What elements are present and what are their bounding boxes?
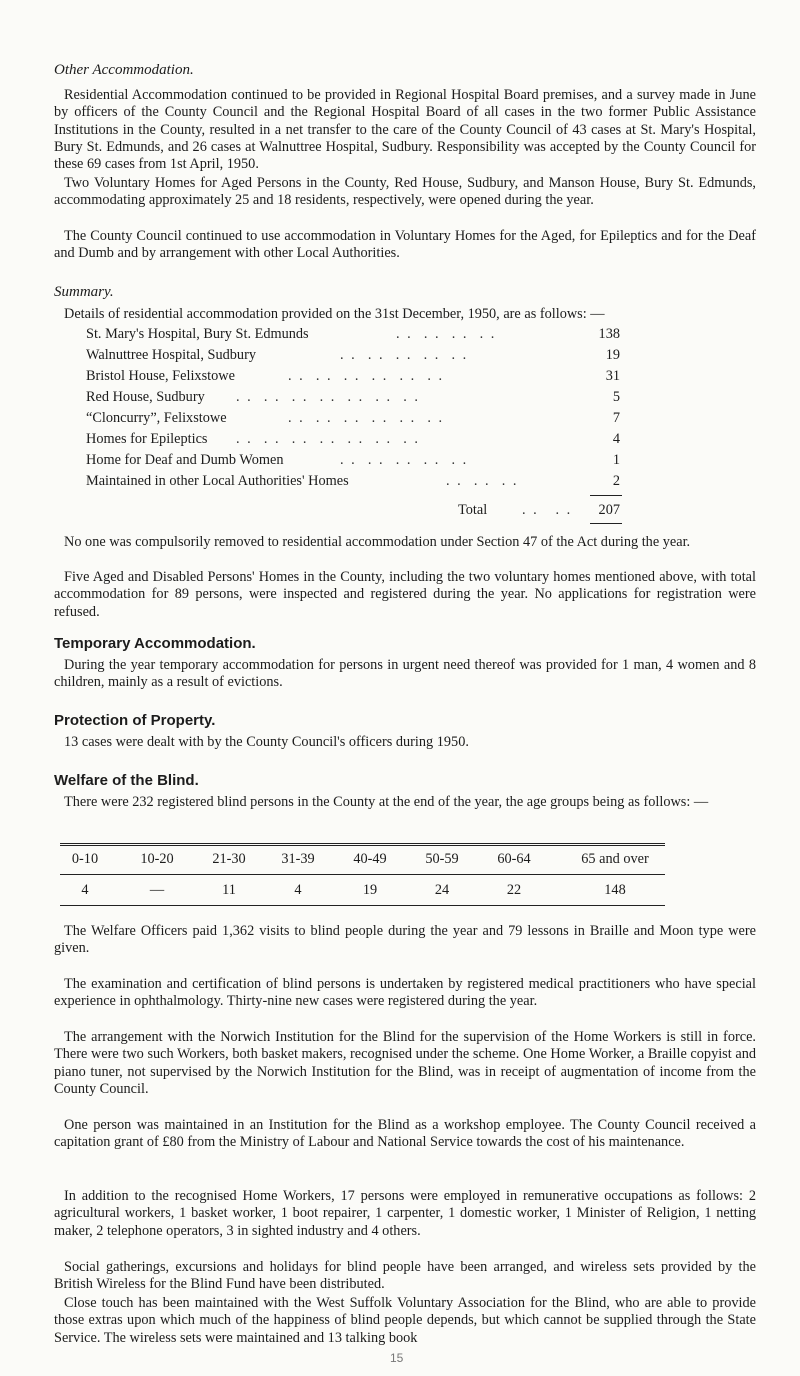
summary-row — [86, 450, 620, 470]
paragraph: Residential Accommodation continued to be provided in Regional Hospital Board premises, and a survey made in June by officers of the County Council and the Regional Hospital Board of all cases in the two former Public Assistance Institutions in the County, resulted in a net transfer to the care of the County Council of 43 cases at St. Mary's Hospital, Bury St. Edmunds, and 26 cases at Walnuttree Hospital, Sudbury. Responsibility was accepted by the County Council for these 69 cases from 1st April, 1950. — [54, 87, 756, 173]
paragraph: The examination and certification of blind persons is undertaken by registered medical practitioners who have special experience in ophthalmology. Thirty-nine new cases were registered during the year. — [54, 976, 756, 1010]
age-group-count: — — [149, 882, 165, 898]
summary-row-value: 1 — [612, 452, 620, 468]
summary-row-label: Red House, Sudbury — [86, 389, 205, 405]
summary-row-value: 138 — [598, 326, 620, 342]
summary-row — [86, 429, 620, 449]
summary-total-row — [86, 500, 620, 520]
summary-row — [86, 345, 620, 365]
leader-dots: . . . . . . . . — [396, 326, 497, 342]
leader-dots: . . . . . . . . . . . . — [288, 368, 445, 384]
summary-row-value: 7 — [612, 410, 620, 426]
paragraph: The Welfare Officers paid 1,362 visits to blind people during the year and 79 lessons in Braille and Moon type were given. — [54, 923, 756, 957]
summary-row-label: Walnuttree Hospital, Sudbury — [86, 347, 256, 363]
section-heading-welfare-of-the-blind: Welfare of the Blind. — [54, 772, 199, 789]
paragraph: 13 cases were dealt with by the County Council's officers during 1950. — [64, 734, 469, 750]
table-header-rule — [60, 874, 665, 875]
summary-intro: Details of residential accommodation provided on the 31st December, 1950, are as follows: — — [64, 306, 605, 322]
summary-row-label: Maintained in other Local Authorities' Homes — [86, 473, 349, 489]
age-group-count: 4 — [81, 882, 89, 898]
age-group-count: 24 — [434, 882, 450, 898]
leader-dots: . . . . . . . . . . — [340, 347, 469, 363]
leader-dots: . . . . . . . . . . — [340, 452, 469, 468]
leader-dots: . . . . . . . . . . . . . . — [236, 389, 420, 405]
section-heading-other-accommodation: Other Accommodation. — [54, 62, 194, 78]
age-group-count: 148 — [604, 882, 626, 898]
subtotal-rule — [590, 495, 622, 496]
paragraph: Social gatherings, excursions and holidays for blind people have been arranged, and wireless sets provided by the British Wireless for the Blind Fund have been distributed. — [54, 1259, 756, 1293]
leader-dots: . . . . — [522, 502, 573, 518]
age-group-count: 19 — [362, 882, 378, 898]
summary-row-label: St. Mary's Hospital, Bury St. Edmunds — [86, 326, 309, 342]
summary-row — [86, 324, 620, 344]
table-top-rule — [60, 843, 665, 844]
paragraph: Five Aged and Disabled Persons' Homes in the County, including the two voluntary homes mentioned above, with total accommodation for 89 persons, were inspected and registered during the year. No applications for registration were refused. — [54, 569, 756, 620]
paragraph: During the year temporary accommodation for persons in urgent need thereof was provided for 1 man, 4 women and 8 children, mainly as a result of evictions. — [54, 657, 756, 691]
table-top-rule — [60, 845, 665, 846]
leader-dots: . . . . . . — [446, 473, 519, 489]
age-group-header: 21-30 — [212, 851, 246, 867]
section-heading-summary: Summary. — [54, 284, 114, 300]
page-number: 15 — [390, 1351, 404, 1365]
summary-row-value: 2 — [612, 473, 620, 489]
summary-row — [86, 366, 620, 386]
age-group-count: 11 — [222, 882, 236, 898]
age-group-header: 31-39 — [281, 851, 315, 867]
section-heading-protection-of-property: Protection of Property. — [54, 712, 216, 729]
age-group-count: 22 — [506, 882, 522, 898]
summary-row-label: “Cloncurry”, Felixstowe — [86, 410, 227, 426]
age-group-header: 50-59 — [425, 851, 459, 867]
summary-row-value: 4 — [612, 431, 620, 447]
age-group-header: 10-20 — [140, 851, 174, 867]
section-heading-temporary-accommodation: Temporary Accommodation. — [54, 635, 256, 652]
leader-dots: . . . . . . . . . . . . . . — [236, 431, 420, 447]
paragraph: In addition to the recognised Home Workers, 17 persons were employed in remunerative occupations as follows: 2 agricultural workers, 1 basket worker, 1 boot repairer, 1 carpenter, 1 domestic worker, 1 Minister of Religion, 1 netting maker, 2 telephone operators, 3 in sighted industry and 4 others. — [54, 1188, 756, 1239]
total-rule — [590, 523, 622, 524]
summary-total-label: Total — [458, 502, 488, 518]
paragraph: No one was compulsorily removed to residential accommodation under Section 47 of the Act during the year. — [64, 534, 691, 550]
age-group-header: 0-10 — [71, 851, 99, 867]
paragraph: One person was maintained in an Institution for the Blind as a workshop employee. The County Council received a capitation grant of £80 from the Ministry of Labour and National Service towards the cost of his maintenance. — [54, 1117, 756, 1151]
summary-row-value: 19 — [605, 347, 620, 363]
leader-dots: . . . . . . . . . . . . — [288, 410, 445, 426]
paragraph: Two Voluntary Homes for Aged Persons in the County, Red House, Sudbury, and Manson House, Bury St. Edmunds, accommodating approximately 25 and 18 residents, respectively, were opened during the year. — [54, 175, 756, 209]
summary-row-label: Homes for Epileptics — [86, 431, 208, 447]
summary-row-label: Bristol House, Felixstowe — [86, 368, 235, 384]
summary-row-value: 5 — [612, 389, 620, 405]
summary-row-label: Home for Deaf and Dumb Women — [86, 452, 284, 468]
summary-row-value: 31 — [605, 368, 620, 384]
summary-row — [86, 408, 620, 428]
paragraph: There were 232 registered blind persons in the County at the end of the year, the age groups being as follows: — — [64, 794, 709, 810]
paragraph: Close touch has been maintained with the West Suffolk Voluntary Association for the Blind, who are able to provide those extras upon which much of the happiness of blind people depends, but which cannot be supplied through the State Service. The wireless sets were maintained and 13 talking book — [54, 1295, 756, 1346]
table-bottom-rule — [60, 905, 665, 906]
age-group-header: 60-64 — [497, 851, 531, 867]
age-group-header: 65 and over — [581, 851, 649, 867]
age-group-header: 40-49 — [353, 851, 387, 867]
summary-row — [86, 471, 620, 491]
paragraph: The County Council continued to use accommodation in Voluntary Homes for the Aged, for Epileptics and for the Deaf and Dumb and by arrangement with other Local Authorities. — [54, 228, 756, 262]
summary-total-value: 207 — [598, 502, 620, 518]
paragraph: The arrangement with the Norwich Institution for the Blind for the supervision of the Home Workers is still in force. There were two such Workers, both basket makers, recognised under the scheme. One Home Worker, a Braille copyist and piano tuner, not supervised by the Norwich Institution for the Blind, was in receipt of augmentation of income from the County Council. — [54, 1029, 756, 1097]
summary-row — [86, 387, 620, 407]
age-group-count: 4 — [294, 882, 302, 898]
